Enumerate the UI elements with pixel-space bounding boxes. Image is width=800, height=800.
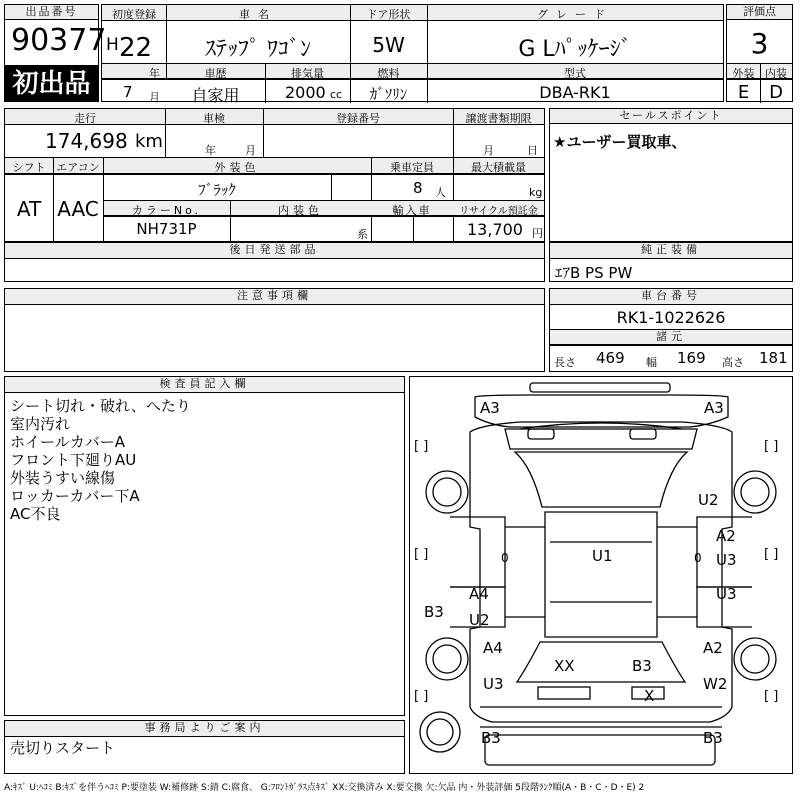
- exterior-grade: E: [737, 82, 750, 103]
- deadline-month: 月: [483, 144, 494, 157]
- length-label: 長さ: [554, 356, 576, 369]
- score: 3: [750, 27, 769, 60]
- recycle-label: リサイクル預託金: [459, 206, 538, 217]
- office-label: 事務局よりご案内: [5, 721, 404, 737]
- lot-number: 90377: [11, 23, 107, 58]
- mark-rear-bumper-right: B3: [703, 729, 723, 747]
- zero-left: 0: [501, 551, 509, 565]
- shift: AT: [16, 197, 42, 221]
- mark-right-front-door-u: U3: [716, 551, 737, 569]
- reg-month: 7: [123, 83, 133, 101]
- mark-right-fender: U2: [698, 491, 719, 509]
- first-listing-badge: 初出品: [4, 66, 99, 102]
- bracket-right-mid: [ ]: [764, 547, 779, 562]
- inspector-note-2: 室内汚れ: [10, 415, 71, 433]
- reg-no-label: 登録番号: [336, 112, 380, 125]
- mark-rear-lamp: X: [644, 687, 655, 705]
- mileage: 174,698: [45, 129, 128, 153]
- caution-box: [4, 288, 545, 372]
- recycle-fee: 13,700: [467, 220, 523, 239]
- sales-text: ★ユーザー買取車、: [553, 133, 687, 151]
- car-outline: [410, 377, 792, 773]
- inspector-note-5: 外装うすい線傷: [10, 469, 116, 487]
- genuine-equipment-box: [549, 242, 793, 282]
- lot-box: [4, 4, 107, 66]
- history-label: 車歴: [204, 67, 227, 80]
- header-table: [101, 4, 724, 105]
- color-no: NH731P: [136, 220, 197, 238]
- mark-roof: U1: [592, 547, 613, 565]
- capacity-label: 乗車定員: [390, 161, 434, 174]
- fuel-label: 燃料: [377, 67, 400, 80]
- model-label: 型式: [564, 67, 586, 80]
- inspector-label: 検査員記入欄: [5, 377, 404, 393]
- displacement: 2000: [285, 83, 326, 102]
- shift-label: シフト: [12, 161, 46, 174]
- bracket-left-front: [ ]: [414, 439, 429, 454]
- km-unit: km: [135, 131, 163, 152]
- exterior-label: 外装: [732, 67, 755, 80]
- capacity-unit: 人: [435, 186, 446, 199]
- car-name-label: 車名: [239, 8, 277, 21]
- door-type: 5W: [372, 33, 405, 57]
- load-label: 最大積載量: [471, 161, 526, 174]
- interior-label: 内装: [765, 67, 787, 80]
- width: 169: [677, 349, 706, 367]
- inspector-note-3: ホイールカバーA: [10, 433, 125, 451]
- mark-left-door-u: U2: [469, 611, 490, 629]
- car-name: ｽﾃｯﾌﾟ ﾜｺﾞﾝ: [205, 37, 311, 62]
- car-diagram: [409, 376, 793, 774]
- inspector-box: [4, 376, 405, 716]
- bracket-right-front: [ ]: [764, 439, 779, 454]
- score-label: 評価点: [727, 5, 792, 20]
- chassis-label: 車台番号: [550, 289, 792, 305]
- office-text: 売切りスタート: [10, 739, 116, 757]
- chassis-number: RK1-1022626: [616, 308, 726, 327]
- era: H: [106, 35, 119, 55]
- mark-left-quarter: A4: [483, 639, 503, 657]
- import-label: 輸入車: [392, 204, 432, 217]
- deadline-day: 日: [527, 144, 538, 157]
- inspection-year: 年: [205, 144, 216, 157]
- legend: A:ｷｽﾞ U:ﾍｺﾐ B:ｷｽﾞを伴うﾍｺﾐ P:要塗装 W:補修跡 S:錆 C:腐食、 G:ﾌﾛﾝﾄｶﾞﾗｽ点ｷｽﾞ XX:交換済み X:要交換 欠:欠品 内・外装評価 5段階ﾗﾝｸ順(A・B・C・D・E) 2: [4, 783, 645, 793]
- deadline-label: 譲渡書類期限: [465, 112, 532, 125]
- displacement-label: 排気量: [291, 67, 324, 80]
- genuine-equipment: ｴｱB PS PW: [555, 264, 633, 282]
- chassis-box: [549, 288, 793, 372]
- width-label: 幅: [646, 356, 657, 369]
- score-box: [726, 4, 793, 102]
- bracket-left-rear: [ ]: [414, 689, 429, 704]
- mark-rear-bumper-left: B3: [481, 729, 501, 747]
- color-label: 外装色: [214, 161, 260, 174]
- door-label: ドア形状: [366, 8, 411, 21]
- height-label: 高さ: [722, 356, 744, 369]
- sales-label: セールスポイント: [550, 109, 792, 124]
- first-reg-label: 初度登録: [112, 8, 156, 21]
- mark-left-door-a: A4: [469, 585, 489, 603]
- length: 469: [596, 349, 625, 367]
- reg-year: 22: [119, 33, 153, 63]
- load-unit: kg: [529, 186, 543, 199]
- mileage-label: 走行: [74, 112, 96, 125]
- later-parts-label: 後日発送部品: [5, 243, 544, 259]
- ac: AAC: [57, 197, 99, 221]
- year-unit: 年: [149, 67, 160, 80]
- int-color-unit: 系: [357, 228, 368, 241]
- lot-label: 出品番号: [5, 5, 98, 20]
- vehicle-info-table: [4, 108, 545, 242]
- inspector-note-4: フロント下廻りAU: [10, 451, 137, 469]
- mark-left-rear: U3: [483, 675, 504, 693]
- model: DBA-RK1: [539, 83, 611, 102]
- yen-unit: 円: [532, 227, 543, 240]
- dims-label: 諸元: [550, 330, 792, 345]
- color: ﾌﾞﾗｯｸ: [198, 181, 236, 199]
- color-no-label: カラーNo.: [131, 204, 202, 217]
- mark-right-quarter: A2: [703, 639, 723, 657]
- mark-left-rocker: B3: [424, 603, 444, 621]
- mark-right-front-door-a: A2: [716, 527, 736, 545]
- genuine-label: 純正装備: [550, 243, 792, 259]
- mark-rear-window-left: XX: [554, 657, 575, 675]
- inspection-label: 車検: [203, 112, 225, 125]
- mark-front-right: A3: [704, 399, 724, 417]
- fuel: ｶﾞｿﾘﾝ: [369, 85, 408, 103]
- inspector-note-6: ロッカーカバー下A: [10, 487, 140, 505]
- history: 自家用: [191, 86, 240, 105]
- inspection-month: 月: [245, 144, 256, 157]
- sales-point-box: [549, 108, 793, 242]
- mark-right-rear-door: U3: [716, 585, 737, 603]
- later-parts-box: [4, 242, 545, 282]
- grade-label: グレード: [537, 8, 613, 21]
- month-unit: 月: [149, 91, 160, 104]
- cc-unit: cc: [330, 88, 343, 101]
- mark-rear-window-right: B3: [632, 657, 652, 675]
- bracket-right-rear: [ ]: [764, 689, 779, 704]
- zero-right: 0: [694, 551, 702, 565]
- capacity: 8: [413, 179, 423, 197]
- ac-label: エアコン: [56, 161, 100, 174]
- office-box: [4, 720, 405, 774]
- inspector-note-7: AC不良: [10, 505, 61, 523]
- caution-label: 注意事項欄: [5, 289, 544, 305]
- grade: G Lﾊﾟｯｹｰｼﾞ: [518, 37, 632, 62]
- interior-grade: D: [769, 82, 783, 103]
- int-color-label: 内装色: [278, 204, 323, 217]
- inspector-note-1: シート切れ・破れ、へたり: [10, 397, 191, 415]
- mark-front-left: A3: [480, 399, 500, 417]
- bracket-left-mid: [ ]: [414, 547, 429, 562]
- height: 181: [759, 349, 788, 367]
- mark-right-rear: W2: [703, 675, 728, 693]
